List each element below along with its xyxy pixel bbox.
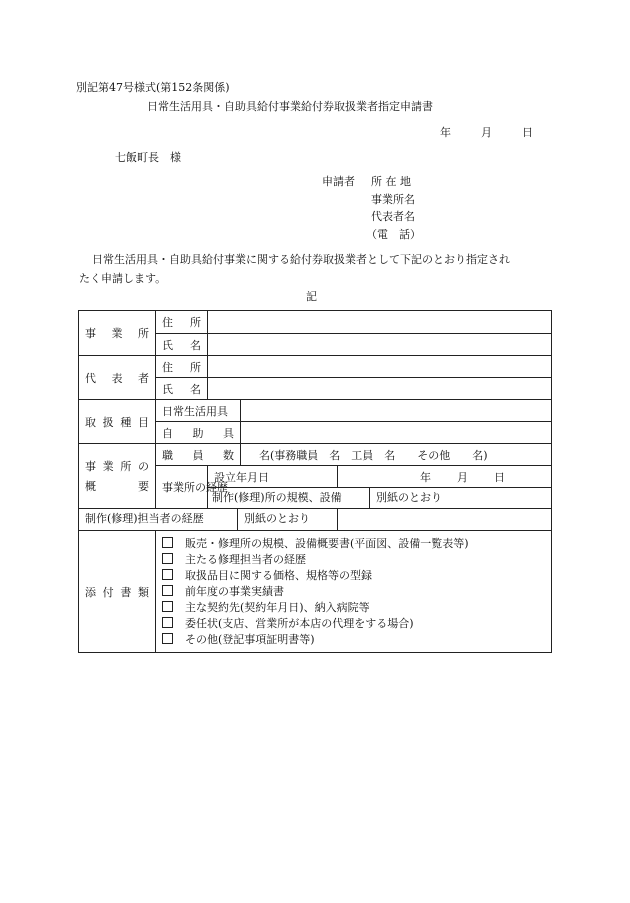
body-text-line1: 日常生活用具・自助具給付事業に関する給付券取扱業者として下記のとおり指定され: [92, 253, 510, 266]
document-title: 日常生活用具・自助具給付事業給付券取扱業者指定申請書: [147, 100, 433, 113]
facility-scale-label: 制作(修理)所の規模、設備 別紙のとおり: [208, 488, 552, 509]
row-staff: [79, 444, 552, 466]
staff-count-label: 職 員 数: [156, 444, 241, 466]
applicant-label: 申請者: [322, 175, 355, 188]
row-technician: [79, 509, 552, 531]
ki-heading: 記: [306, 290, 317, 303]
handling-items-label: 取 扱 種 目: [79, 400, 156, 444]
date-month: 月: [481, 126, 492, 139]
addressee: 七飯町長 様: [115, 151, 181, 164]
row-daily-goods: [79, 400, 552, 422]
technician-history-field[interactable]: [338, 509, 552, 531]
attachments-label: 添 付 書 類: [79, 531, 156, 653]
attachment-item[interactable]: 主たる修理担当者の経歴: [162, 552, 545, 568]
row-office-address: [79, 311, 552, 334]
checkbox-icon[interactable]: [162, 601, 173, 612]
office-name-label: 氏 名: [156, 334, 208, 356]
attachment-item[interactable]: その他(登記事項証明書等): [162, 632, 545, 648]
applicant-rep-label: 代表者名: [371, 210, 415, 223]
checkbox-icon[interactable]: [162, 585, 173, 596]
rep-name-label: 氏 名: [156, 378, 208, 400]
application-date: [440, 127, 533, 138]
rep-address-field[interactable]: [208, 356, 552, 378]
checkbox-icon[interactable]: [162, 633, 173, 644]
date-year: 年: [440, 126, 451, 139]
rep-name-field[interactable]: [208, 378, 552, 400]
office-overview-label: 事 業 所 の 概 要: [79, 444, 156, 509]
daily-goods-label: 日常生活用具: [156, 400, 241, 422]
founded-label: 設立年月日: [208, 466, 338, 488]
self-help-field[interactable]: [241, 422, 552, 444]
applicant-office-label: 事業所名: [371, 193, 415, 206]
office-address-field[interactable]: [208, 311, 552, 334]
facility-see-attached: 別紙のとおり: [376, 490, 442, 504]
attachment-item[interactable]: 前年度の事業実績書: [162, 584, 545, 600]
self-help-label: 自 助 具: [156, 422, 241, 444]
row-rep-address: [79, 356, 552, 378]
row-attachments: [79, 531, 552, 653]
applicant-tel-label: （電 話）: [366, 228, 421, 241]
attachments-list-cell: [156, 531, 552, 653]
checkbox-icon[interactable]: [162, 537, 173, 548]
office-address-label: 住 所: [156, 311, 208, 334]
attachment-item[interactable]: 取扱品目に関する価格、規格等の型録: [162, 568, 545, 584]
checkbox-icon[interactable]: [162, 617, 173, 628]
attachment-item[interactable]: 主な契約先(契約年月日)、納入病院等: [162, 600, 545, 616]
daily-goods-field[interactable]: [241, 400, 552, 422]
technician-see-attached: 別紙のとおり: [244, 511, 310, 525]
checkbox-icon[interactable]: [162, 569, 173, 580]
office-label: 事 業 所: [79, 311, 156, 356]
technician-history-label: 制作(修理)担当者の経歴 別紙のとおり: [79, 509, 338, 531]
attachment-item[interactable]: 委任状(支店、営業所が本店の代理をする場合): [162, 616, 545, 632]
body-text-line2: たく申請します。: [79, 272, 167, 285]
attachment-item[interactable]: 販売・修理所の規模、設備概要書(平面図、設備一覧表等): [162, 536, 545, 552]
attachments-list: [162, 536, 545, 648]
application-form-table: [78, 310, 552, 653]
date-day: 日: [522, 126, 533, 139]
rep-address-label: 住 所: [156, 356, 208, 378]
representative-label: 代 表 者: [79, 356, 156, 400]
checkbox-icon[interactable]: [162, 553, 173, 564]
office-name-field[interactable]: [208, 334, 552, 356]
form-number: 別記第47号様式(第152条関係): [76, 81, 230, 94]
applicant-address-label: 所 在 地: [371, 175, 411, 188]
founded-date-field[interactable]: 年 月 日: [338, 466, 552, 488]
staff-count-field[interactable]: 名(事務職員 名 工員 名 その他 名): [241, 444, 552, 466]
office-history-label: 事業所の経歴: [156, 466, 208, 509]
